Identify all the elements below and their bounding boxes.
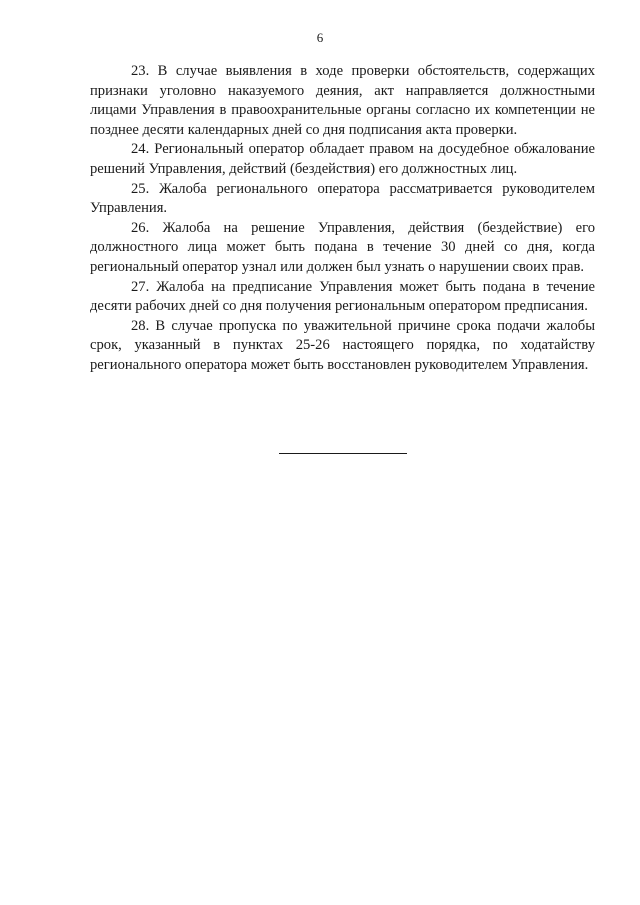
paragraph-28: 28. В случае пропуска по уважительной причине срока подачи жалобы срок, указанный в пунктах 25-26 настоящего порядка, по ходатайству регионального оператора может быть восстановлен руководителем Управления.: [90, 317, 595, 373]
document-body: [90, 62, 595, 376]
paragraph-27: 27. Жалоба на предписание Управления может быть подана в течение десяти рабочих дней со дня получения региональным оператором предписания.: [90, 278, 595, 315]
end-of-document-rule: [279, 453, 407, 454]
paragraph-26: 26. Жалоба на решение Управления, действия (бездействие) его должностного лица может быть подана в течение 30 дней со дня, когда региональный оператор узнал или должен был узнать о нарушении своих прав.: [90, 219, 595, 275]
paragraph-24: 24. Региональный оператор обладает правом на досудебное обжалование решений Управления, действий (бездействия) его должностных лиц.: [90, 141, 595, 177]
paragraph-25: 25. Жалоба регионального оператора рассматривается руководителем Управления.: [90, 180, 595, 217]
paragraph-23: 23. В случае выявления в ходе проверки обстоятельств, содержащих признаки уголовно наказуемого деяния, акт направляется должностными лицами Управления в правоохранительные органы согласно их компетенции не позднее десяти календарных дней со дня подписания акта проверки.: [90, 63, 595, 138]
page-number: 6: [316, 30, 324, 45]
